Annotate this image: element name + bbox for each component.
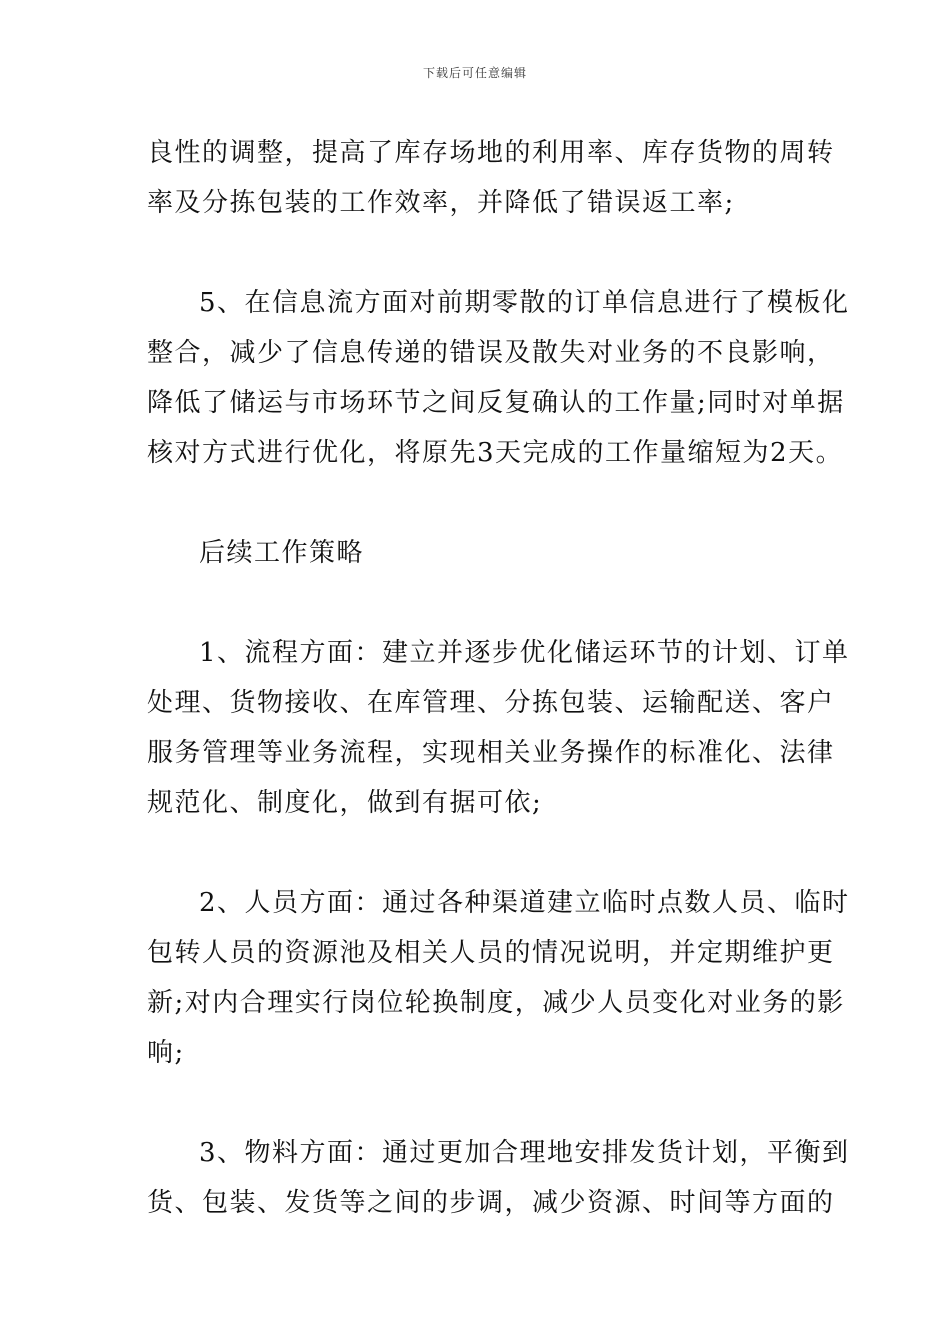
paragraph-item-1 <box>147 628 850 828</box>
text-line: 规范化、制度化，做到有据可依; <box>147 788 543 818</box>
text-line: 核对方式进行优化，将原先3天完成的工作量缩短为2天。 <box>147 438 844 468</box>
section-heading <box>147 528 807 578</box>
heading-text: 后续工作策略 <box>199 538 365 568</box>
text-line: 2、人员方面：通过各种渠道建立临时点数人员、临时 <box>199 888 850 918</box>
paragraph-item-5 <box>147 278 850 478</box>
text-line: 整合，减少了信息传递的错误及散失对业务的不良影响， <box>147 338 835 368</box>
text-line: 率及分拣包装的工作效率，并降低了错误返工率; <box>147 188 735 218</box>
document-body <box>147 128 850 1278</box>
page-header: 下载后可任意编辑 <box>422 66 527 80</box>
text-line: 服务管理等业务流程，实现相关业务操作的标准化、法律 <box>147 738 835 768</box>
text-line: 1、流程方面：建立并逐步优化储运环节的计划、订单 <box>199 638 850 668</box>
paragraph-continuation <box>147 128 835 228</box>
text-line: 3、物料方面：通过更加合理地安排发货计划，平衡到 <box>199 1138 850 1168</box>
text-line: 降低了储运与市场环节之间反复确认的工作量;同时对单据 <box>147 388 845 418</box>
text-line: 货、包装、发货等之间的步调，减少资源、时间等方面的 <box>147 1188 835 1218</box>
text-line: 5、在信息流方面对前期零散的订单信息进行了模板化 <box>199 288 850 318</box>
paragraph-item-3 <box>147 1128 850 1228</box>
text-line: 响; <box>147 1038 185 1068</box>
text-line: 新;对内合理实行岗位轮换制度，减少人员变化对业务的影 <box>147 988 845 1018</box>
text-line: 处理、货物接收、在库管理、分拣包装、运输配送、客户 <box>147 688 835 718</box>
paragraph-item-2 <box>147 878 850 1078</box>
text-line: 良性的调整，提高了库存场地的利用率、库存货物的周转 <box>147 138 835 168</box>
text-line: 包转人员的资源池及相关人员的情况说明，并定期维护更 <box>147 938 835 968</box>
